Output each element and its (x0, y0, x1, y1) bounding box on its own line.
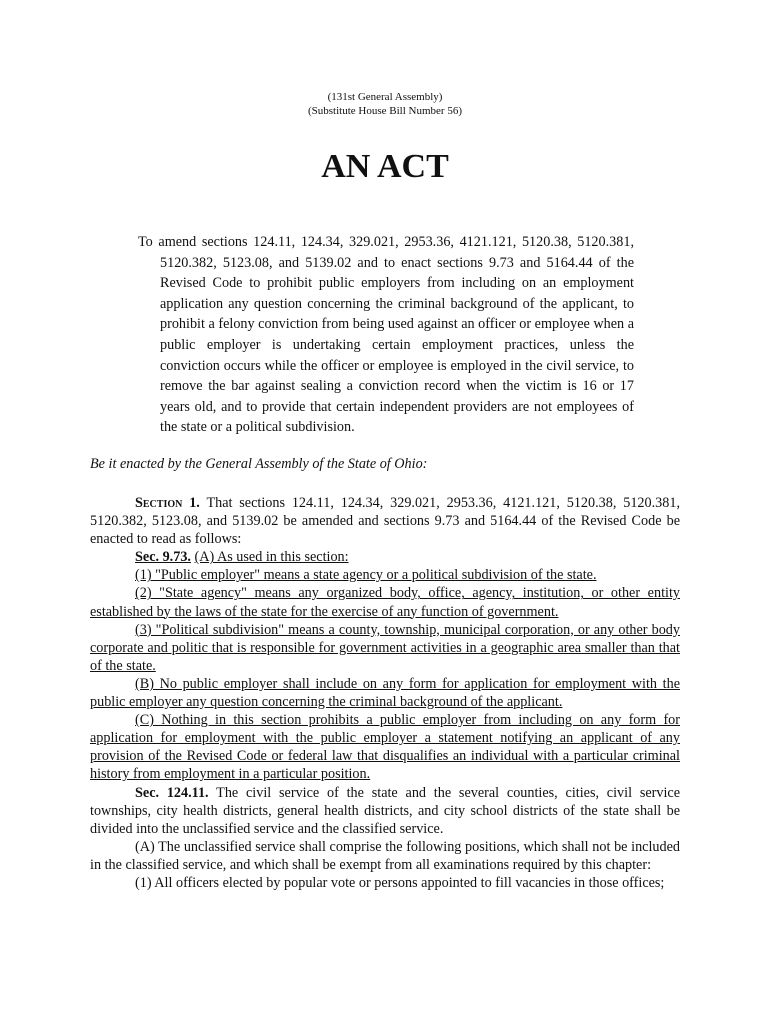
document-header (90, 90, 680, 118)
sec-12411-intro: Sec. 124.11. The civil service of the state and the several counties, cities, civil service townships, city health districts, general health districts, and city school districts of the state shall be divided into the unclassified service and the classified service. (90, 784, 680, 837)
amend-text: To amend sections 124.11, 124.34, 329.021, 2953.36, 4121.121, 5120.38, 5120.381, 5120.382, 5123.08, and 5139.02 and to enact sections 9.73 and 5164.44 of the Revised Code to prohibit public employers from including on an employment application any question concerning the criminal background of the applicant, to prohibit a felony conviction from being used against an officer or employee when a public employer is undertaking certain employment practices, unless the conviction occurs while the officer or employee is employed in the civil service, to remove the bar against sealing a conviction record when the victim is 16 or 17 years old, and to provide that certain independent providers are not employees of the state or a political subdivision. (138, 234, 634, 436)
sec-973-heading (90, 548, 680, 566)
sec-973-a1: (1) "Public employer" means a state agency or a political subdivision of the state. (135, 567, 597, 584)
section-label: Section (135, 495, 183, 511)
sec-12411-label: Sec. 124.11. (135, 784, 209, 801)
section-1-paragraph (90, 494, 680, 548)
sec-973-label: Sec. 9.73. (135, 549, 191, 566)
sec-973-c: (C) Nothing in this section prohibits a public employer from including on any form for application for employment with the public employer a statement notifying an applicant of any provision of the Revised Code or federal law that disqualifies an individual with a particular criminal history from employment in a particular position. (90, 712, 680, 783)
sec-973-a: (A) As used in this section: (194, 549, 349, 566)
sec-973-b: (B) No public employer shall include on any form for application for employment with the public employer any question concerning the criminal background of the applicant. (90, 675, 680, 711)
sec-12411-a1: (1) All officers elected by popular vote or persons appointed to fill vacancies in those offices; (135, 874, 665, 891)
bill-number-line: (Substitute House Bill Number 56) (308, 105, 462, 117)
sec-973-a3: (3) "Political subdivision" means a county, township, municipal corporation, or any other body corporate and politic that is responsible for government activities in a geographic area smaller than that of the state. (90, 621, 680, 674)
sec-973-a2: (2) "State agency" means any organized body, office, agency, institution, or other entity established by the laws of the state for the exercise of any function of government. (90, 585, 680, 620)
assembly-line: (131st General Assembly) (327, 91, 443, 103)
bill-body (90, 494, 680, 892)
section-number: 1. (189, 495, 200, 511)
act-title: AN ACT (321, 148, 449, 185)
sec-12411-a: (A) The unclassified service shall comprise the following positions, which shall not be included in the classified service, and which shall be exempt from all examinations required by this chapter: (90, 838, 680, 873)
section-1-text: That sections 124.11, 124.34, 329.021, 2953.36, 4121.121, 5120.38, 5120.381, 5120.382, 5123.08, and 5139.02 be amended and sections 9.73 and 5164.44 of the Revised Code be enacted to read as follows: (90, 495, 680, 548)
amend-paragraph (138, 232, 634, 438)
enacting-clause: Be it enacted by the General Assembly of the State of Ohio: (90, 456, 428, 472)
